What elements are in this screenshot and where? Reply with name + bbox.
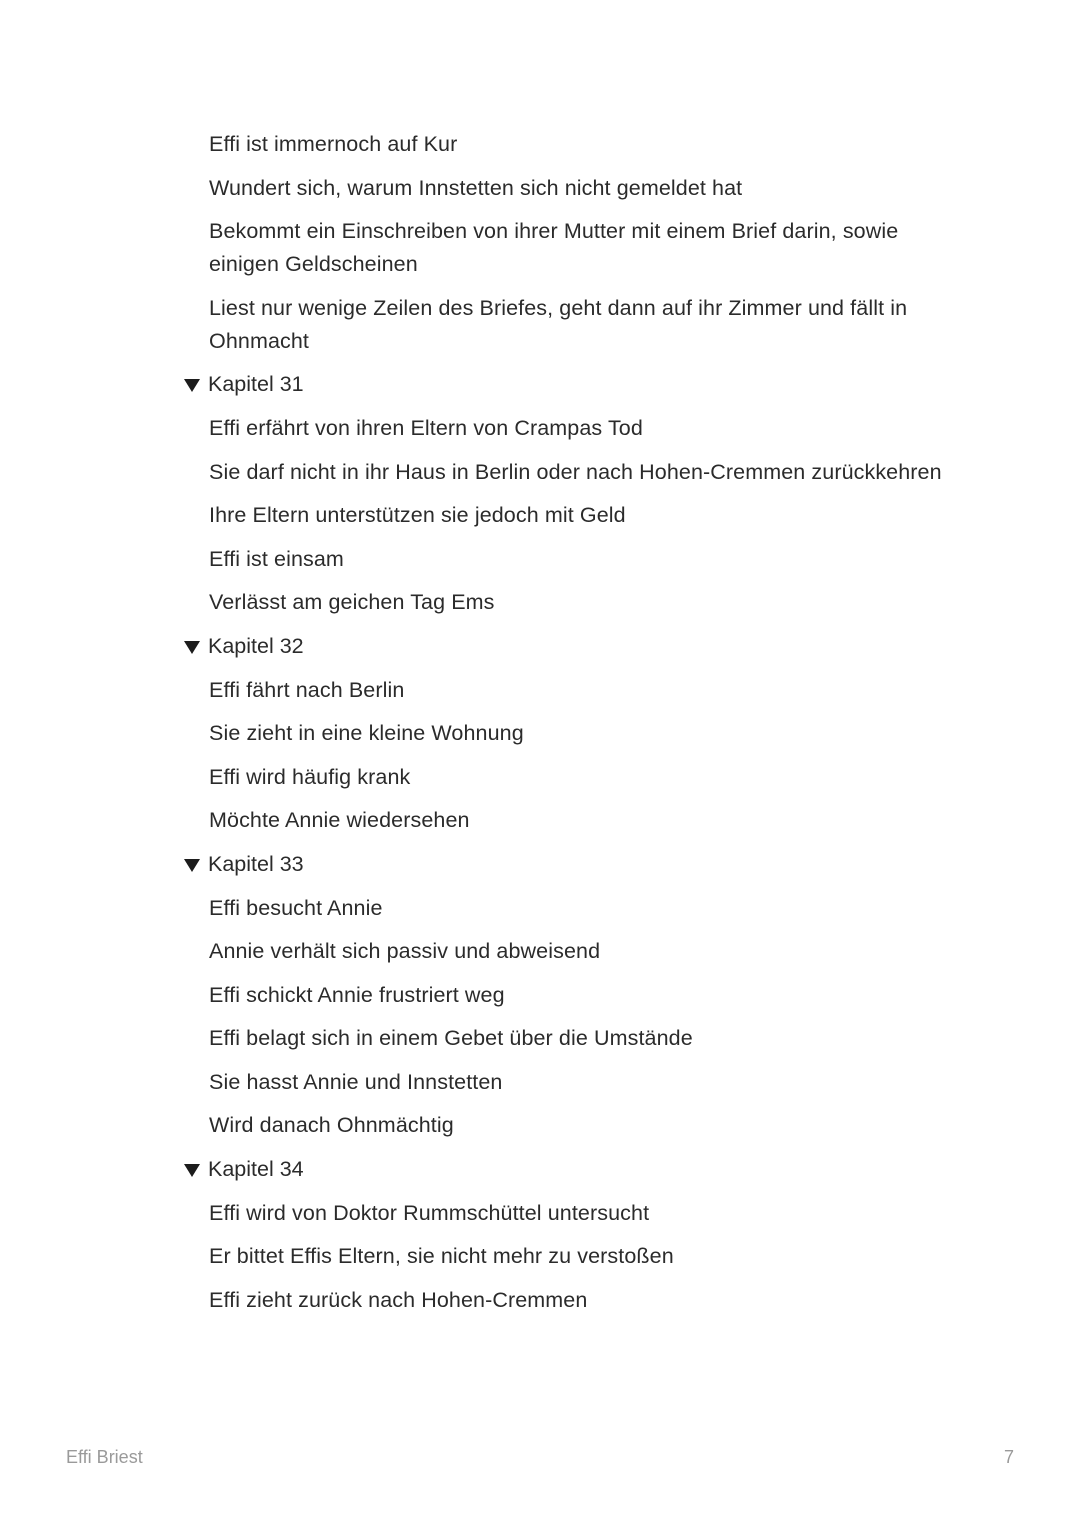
list-item: Liest nur wenige Zeilen des Briefes, geht dann auf ihr Zimmer und fällt in Ohnmacht (209, 295, 908, 353)
list-item: Effi fährt nach Berlin (209, 677, 405, 702)
list-item: Wundert sich, warum Innstetten sich nicht gemeldet hat (209, 175, 743, 200)
list-item: Er bittet Effis Eltern, sie nicht mehr zu verstoßen (209, 1244, 674, 1268)
list-item: Effi schickt Annie frustriert weg (209, 982, 505, 1007)
chapter-32-toggle[interactable] (208, 630, 1080, 663)
chapter-31-list (0, 412, 1080, 619)
list-item: Wird danach Ohnmächtig (209, 1113, 454, 1137)
triangle-down-icon[interactable] (184, 859, 200, 872)
triangle-down-icon[interactable] (184, 1164, 200, 1177)
footer-page-number: 7 (1003, 1447, 1014, 1467)
triangle-down-icon[interactable] (184, 379, 200, 392)
list-item: Annie verhält sich passiv und abweisend (209, 939, 601, 963)
chapter-31-toggle[interactable] (208, 368, 1080, 401)
chapter-title: Kapitel 33 (208, 851, 304, 876)
list-item: Effi erfährt von ihren Eltern von Crampas Tod (209, 416, 643, 440)
list-item: Bekommt ein Einschreiben von ihrer Mutter mit einem Brief darin, sowie einigen Geldscheinen (209, 219, 899, 276)
list-item: Effi zieht zurück nach Hohen-Cremmen (209, 1287, 588, 1312)
list-item: Verlässt am geichen Tag Ems (209, 590, 495, 614)
chapter-33-toggle[interactable] (208, 848, 1080, 881)
list-item: Effi ist immernoch auf Kur (209, 132, 458, 156)
chapter-33-list (0, 892, 1080, 1143)
chapter-title: Kapitel 31 (208, 372, 304, 396)
list-item: Effi wird häufig krank (209, 764, 411, 789)
chapter-34-toggle[interactable] (208, 1153, 1080, 1186)
chapter-34-list (0, 1197, 1080, 1317)
list-item: Sie zieht in eine kleine Wohnung (209, 721, 524, 745)
list-item: Sie hasst Annie und Innstetten (209, 1069, 503, 1094)
list-item: Sie darf nicht in ihr Haus in Berlin oder nach Hohen-Cremmen zurückkehren (209, 459, 942, 484)
list-item: Effi belagt sich in einem Gebet über die Umstände (209, 1026, 693, 1050)
triangle-down-icon[interactable] (184, 641, 200, 654)
chapter-title: Kapitel 32 (208, 633, 304, 658)
list-item: Möchte Annie wiedersehen (209, 808, 470, 832)
chapter-32-list (0, 674, 1080, 838)
document-content (0, 128, 1080, 1327)
chapter-title: Kapitel 34 (208, 1156, 304, 1181)
list-item: Ihre Eltern unterstützen sie jedoch mit Geld (209, 503, 626, 527)
intro-list (0, 128, 1080, 358)
list-item: Effi ist einsam (209, 546, 344, 571)
footer-document-title: Effi Briest (66, 1447, 143, 1467)
list-item: Effi wird von Doktor Rummschüttel untersucht (209, 1200, 650, 1225)
list-item: Effi besucht Annie (209, 895, 383, 920)
